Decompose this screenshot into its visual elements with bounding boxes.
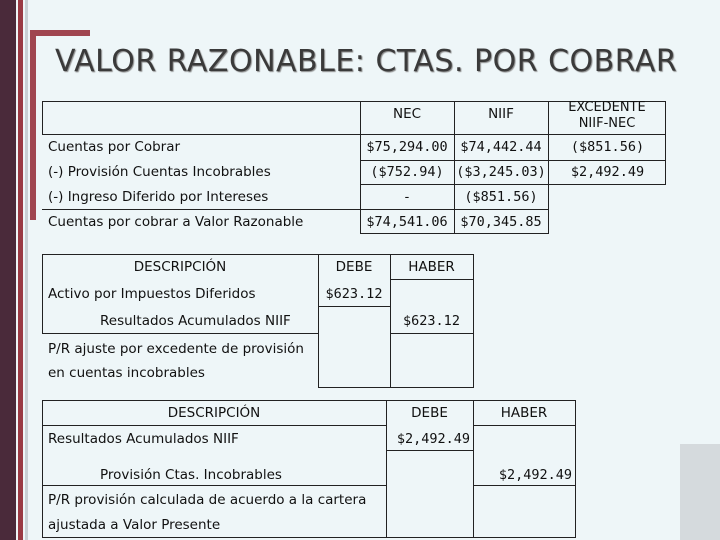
entry2-header-debe: DEBE [411, 405, 448, 421]
corner-accent-vertical [30, 30, 36, 220]
header-niif: NIIF [488, 106, 514, 122]
corner-accent-horizontal [30, 30, 90, 36]
row-niif: $70,345.85 [460, 214, 542, 230]
row-label: (-) Provisión Cuentas Incobrables [48, 164, 271, 180]
row-niif: ($851.56) [464, 189, 538, 205]
entry2-line2: Provisión Ctas. Incobrables [100, 467, 282, 483]
entry2-line1: Resultados Acumulados NIIF [48, 431, 239, 447]
entry1-line2: Resultados Acumulados NIIF [100, 313, 291, 329]
page-title: VALOR RAZONABLE: CTAS. POR COBRAR [55, 44, 678, 79]
entry2-line2-haber: $2,492.49 [498, 467, 572, 483]
row-excedente: ($851.56) [570, 139, 645, 155]
entry1-note-line1: P/R ajuste por excedente de provisión [48, 341, 304, 357]
entry2-note-line2: ajustada a Valor Presente [48, 517, 221, 533]
entry2-line1-debe: $2,492.49 [396, 431, 470, 447]
row-excedente: $2,492.49 [570, 164, 645, 180]
row-nec: ($752.94) [370, 164, 444, 180]
row-niif: ($3,245.03) [456, 164, 546, 180]
corner-shade [680, 444, 720, 540]
row-label: (-) Ingreso Diferido por Intereses [48, 189, 269, 205]
left-border-dark [0, 0, 16, 540]
entry1-line1-debe: $623.12 [325, 286, 383, 302]
row-nec: - [402, 189, 412, 205]
row-nec: $75,294.00 [366, 139, 448, 155]
entry2-note-line1: P/R provisión calculada de acuerdo a la cartera [48, 492, 367, 508]
left-border-red [18, 0, 23, 540]
entry1-header-debe: DEBE [335, 259, 373, 275]
entry1-header-haber: HABER [408, 259, 455, 275]
entry1-note-line2: en cuentas incobrables [48, 365, 205, 381]
entry2-header-haber: HABER [500, 405, 548, 421]
header-excedente: EXCEDENTE NIIF-NEC [568, 100, 646, 131]
entry1-header-description: DESCRIPCIÓN [133, 259, 227, 275]
header-nec: NEC [392, 106, 422, 122]
entry2-header-description: DESCRIPCIÓN [167, 405, 261, 421]
entry1-line1: Activo por Impuestos Diferidos [48, 286, 256, 302]
row-niif: $74,442.44 [460, 139, 542, 155]
row-nec: $74,541.06 [366, 214, 448, 230]
row-label: Cuentas por Cobrar [48, 139, 181, 155]
entry1-line2-haber: $623.12 [403, 313, 460, 329]
row-label: Cuentas por cobrar a Valor Razonable [48, 214, 304, 230]
left-border-gray [25, 0, 28, 540]
